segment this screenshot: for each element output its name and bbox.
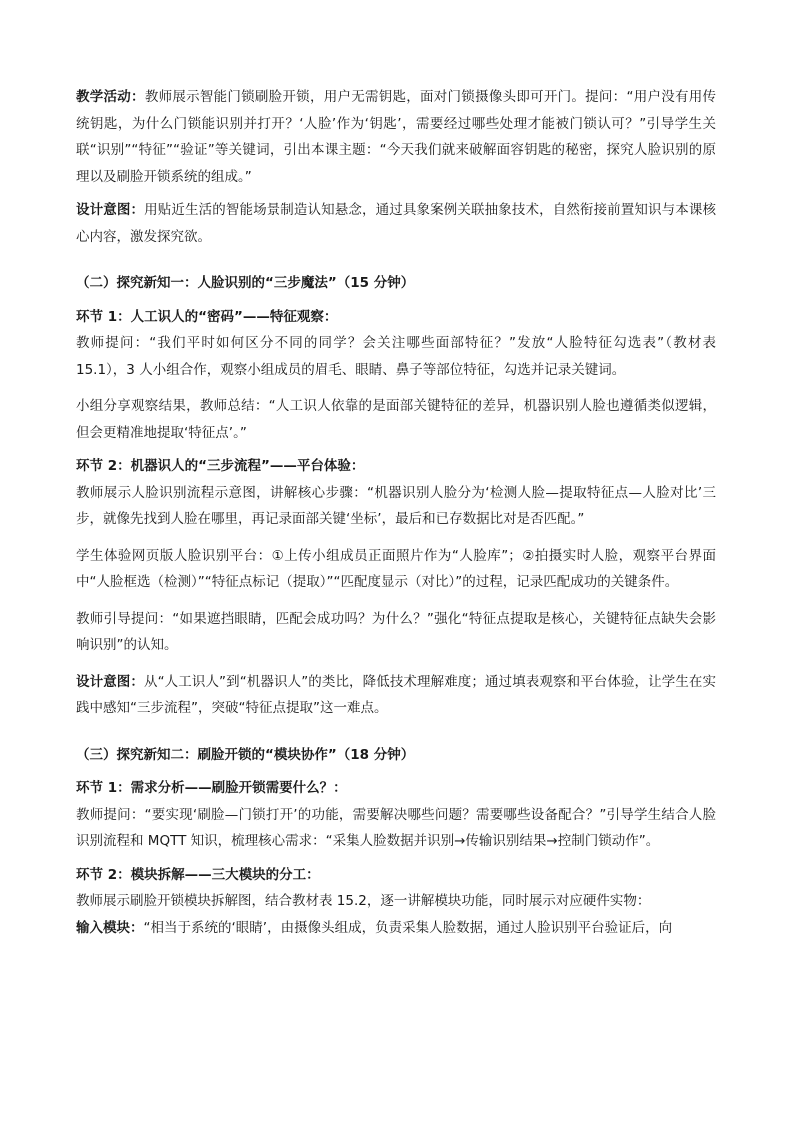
link-2-paragraph-1: 教师展示人脸识别流程示意图，讲解核心步骤：“机器识别人脸分为‘检测人脸—提取特征点—人脸对比’三步，就像先找到人脸在哪里，再记录面部关键‘坐标’，最后和已存数据比对是否匹配。” (76, 484, 716, 527)
input-module-text: “相当于系统的‘眼睛’，由摄像头组成，负责采集人脸数据，通过人脸识别平台验证后，向 (143, 919, 673, 936)
teaching-activity-paragraph (76, 84, 716, 190)
section-3-heading: （三）探究新知二：刷脸开锁的“模块协作”（18 分钟） (76, 746, 415, 763)
link-1-heading: 环节 1：人工识人的“密码”——特征观察： (76, 308, 338, 325)
link-1-paragraph-2: 小组分享观察结果，教师总结：“人工识人依靠的是面部关键特征的差异，机器识别人脸也遵循类似逻辑，但会更精准地提取‘特征点’。” (76, 398, 716, 441)
intent1-text: 用贴近生活的智能场景制造认知悬念，通过具象案例关联抽象技术，自然衔接前置知识与本课核心内容，激发探究欲。 (76, 202, 717, 245)
link-4-heading: 环节 2：模块拆解——三大模块的分工： (76, 866, 320, 883)
design-intent-paragraph-2 (76, 669, 716, 722)
intent2-text: 从“人工识人”到“机器识人”的类比，降低技术理解难度；通过填表观察和平台体验，让学生在实践中感知“三步流程”，突破“特征点提取”这一难点。 (76, 673, 717, 716)
input-module-label: 输入模块： (76, 919, 144, 936)
section-2-heading: （二）探究新知一：人脸识别的“三步魔法”（15 分钟） (76, 275, 415, 291)
link-2-paragraph-2: 学生体验网页版人脸识别平台：①上传小组成员正面照片作为“人脸库”；②拍摄实时人脸，观察平台界面中“人脸框选（检测）”“特征点标记（提取）”“匹配度显示（对比）”的过程，记录匹配成功的关键条件。 (76, 547, 716, 590)
link-2-paragraph-3: 教师引导提问：“如果遮挡眼睛，匹配会成功吗？为什么？”强化“特征点提取是核心，关键特征点缺失会影响识别”的认知。 (76, 610, 716, 653)
link-3-heading: 环节 1：需求分析——刷脸开锁需要什么？： (76, 780, 347, 796)
intent1-label: 设计意图： (76, 202, 145, 218)
link-2-heading: 环节 2：机器识人的“三步流程”——平台体验： (76, 458, 365, 474)
link-3-paragraph-1: 教师提问：“要实现‘刷脸—门锁打开’的功能，需要解决哪些问题？需要哪些设备配合？”引导学生结合人脸识别流程和 MQTT 知识，梳理核心需求：“采集人脸数据并识别→传输识别结果→控制门锁动作”。 (76, 806, 716, 849)
design-intent-paragraph-1 (76, 197, 716, 250)
link-1-paragraph-1: 教师提问：“我们平时如何区分不同的同学？会关注哪些面部特征？”发放“人脸特征勾选表”（教材表 15.1），3 人小组合作，观察小组成员的眉毛、眼睛、鼻子等部位特征，勾选并记录关键词。 (76, 335, 716, 378)
activity-text: 教师展示智能门锁刷脸开锁，用户无需钥匙，面对门锁摄像头即可开门。提问：“用户没有用传统钥匙，为什么门锁能识别并打开？‘人脸’作为‘钥匙’，需要经过哪些处理才能被门锁认可？”引导学生关联“识别”“特征”“验证”等关键词，引出本课主题：“今天我们就来破解面容钥匙的秘密，探究人脸识别的原理以及刷脸开锁系统的组成。” (76, 89, 717, 185)
input-module-paragraph (76, 915, 716, 942)
link-4-paragraph-1: 教师展示刷脸开锁模块拆解图，结合教材表 15.2，逐一讲解模块功能，同时展示对应硬件实物： (76, 893, 651, 909)
activity-label: 教学活动： (76, 89, 145, 105)
intent2-label: 设计意图： (76, 673, 144, 690)
